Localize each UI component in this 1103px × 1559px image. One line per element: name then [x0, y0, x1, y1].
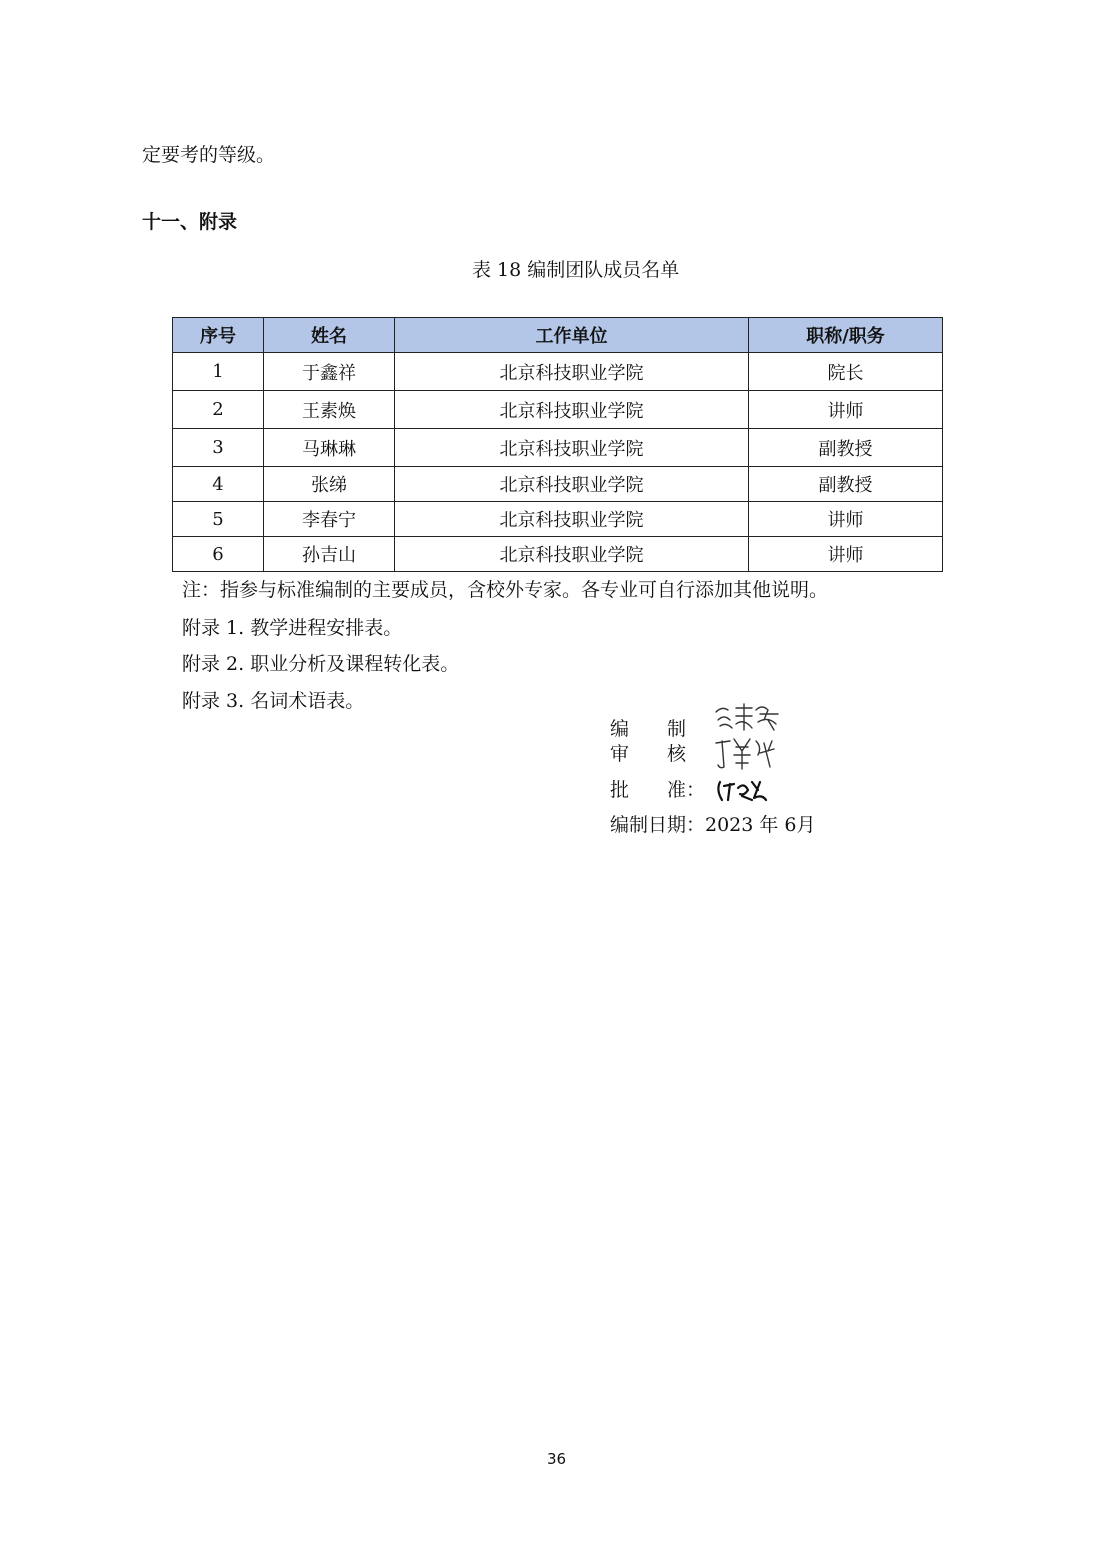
- team-table: [172, 317, 943, 572]
- appendix-item: 附录 1. 教学进程安排表。: [182, 617, 403, 639]
- table-header-row: [173, 318, 943, 353]
- cell-title: 讲师: [749, 391, 943, 429]
- cell-title: 副教授: [749, 467, 943, 502]
- table-row: [173, 502, 943, 537]
- cell-no: 2: [173, 391, 264, 429]
- cell-name: 马琳琳: [264, 429, 395, 467]
- table-row: [173, 429, 943, 467]
- cell-title: 副教授: [749, 429, 943, 467]
- review-label: 审 核: [610, 743, 687, 765]
- cell-name: 孙吉山: [264, 537, 395, 572]
- date-line: 编制日期：2023 年 6月: [610, 814, 816, 836]
- table-note: 注：指参与标准编制的主要成员，含校外专家。各专业可自行添加其他说明。: [182, 579, 829, 601]
- section-heading: 十一、附录: [142, 211, 238, 233]
- cell-title: 讲师: [749, 502, 943, 537]
- table-row: [173, 537, 943, 572]
- cell-no: 5: [173, 502, 264, 537]
- approver-signature: [714, 776, 770, 804]
- cell-name: 于鑫祥: [264, 353, 395, 391]
- appendix-item: 附录 3. 名词术语表。: [182, 690, 365, 712]
- cell-no: 3: [173, 429, 264, 467]
- cell-unit: 北京科技职业学院: [395, 353, 749, 391]
- cell-unit: 北京科技职业学院: [395, 537, 749, 572]
- cell-unit: 北京科技职业学院: [395, 391, 749, 429]
- cell-unit: 北京科技职业学院: [395, 467, 749, 502]
- header-unit: 工作单位: [395, 318, 749, 353]
- header-name: 姓名: [264, 318, 395, 353]
- cell-unit: 北京科技职业学院: [395, 502, 749, 537]
- cell-title: 院长: [749, 353, 943, 391]
- table-row: [173, 391, 943, 429]
- cell-name: 李春宁: [264, 502, 395, 537]
- compile-label: 编 制: [610, 718, 687, 740]
- table-row: [173, 467, 943, 502]
- cell-no: 4: [173, 467, 264, 502]
- approve-label: 批 准：: [610, 779, 706, 801]
- page-number: 36: [547, 1450, 567, 1468]
- appendix-item: 附录 2. 职业分析及课程转化表。: [182, 653, 460, 675]
- cell-title: 讲师: [749, 537, 943, 572]
- cell-no: 6: [173, 537, 264, 572]
- cell-name: 张绨: [264, 467, 395, 502]
- header-no: 序号: [173, 318, 264, 353]
- reviewer-signature: [712, 733, 778, 773]
- header-title: 职称/职务: [749, 318, 943, 353]
- compiler-signature: [712, 700, 782, 736]
- table-caption: 表 18 编制团队成员名单: [472, 259, 680, 281]
- cell-name: 王素焕: [264, 391, 395, 429]
- cell-no: 1: [173, 353, 264, 391]
- table-row: [173, 353, 943, 391]
- intro-fragment: 定要考的等级。: [142, 144, 276, 166]
- cell-unit: 北京科技职业学院: [395, 429, 749, 467]
